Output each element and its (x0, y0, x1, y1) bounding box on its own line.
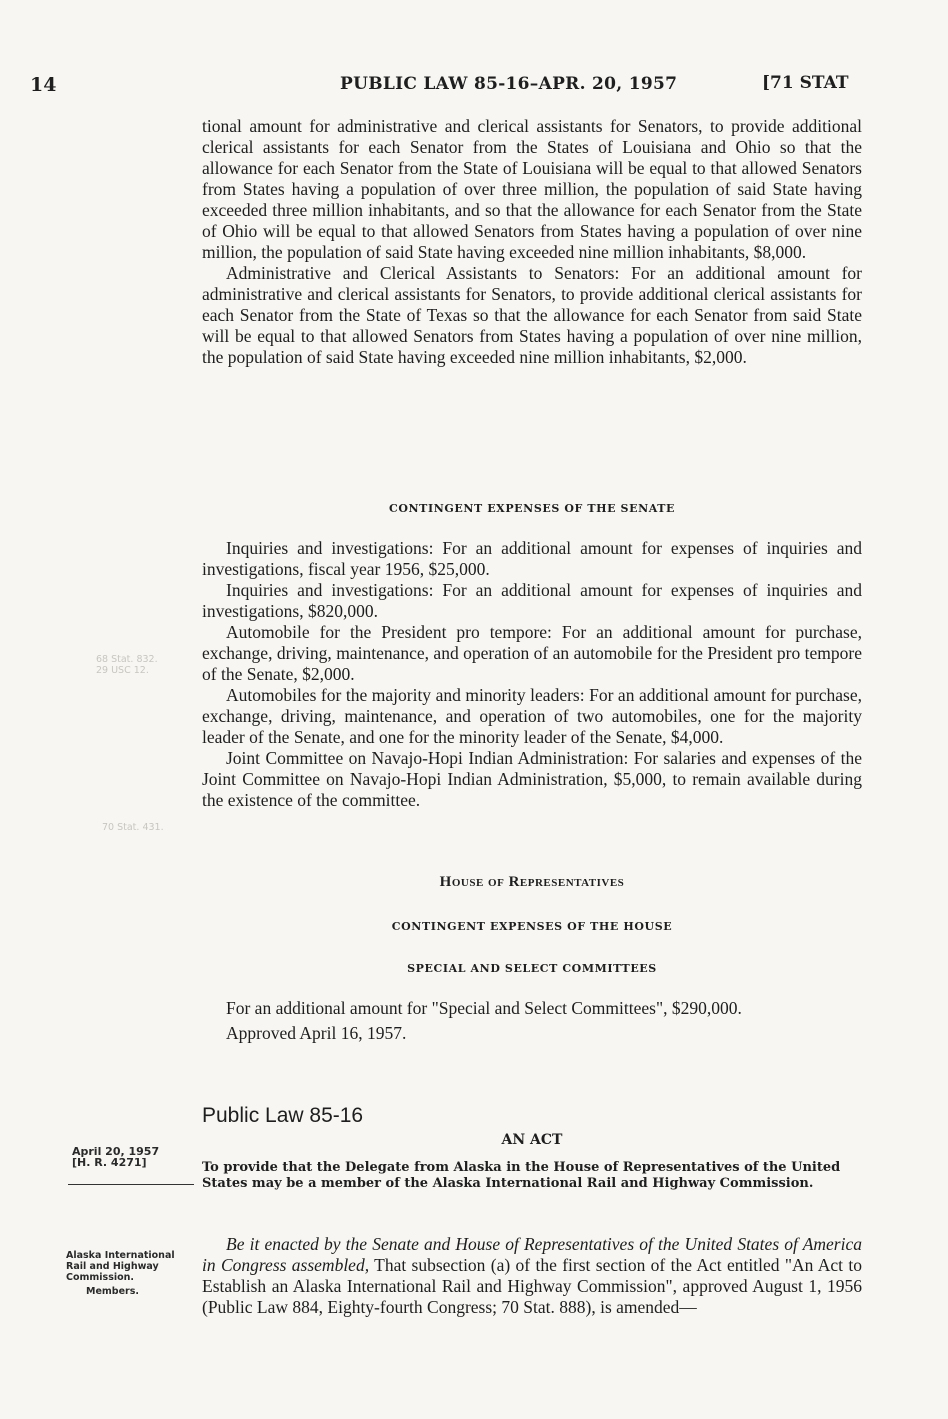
margin-members-note: Members. (86, 1286, 139, 1297)
paragraph: Administrative and Clerical Assistants to Senators: For an additional amount for administrative and clerical assistants for Senators, to provide additional clerical assistants for each Senator from the State of Texas so that the allowance for each Senator from said State will be equal to that allowed Senators from States having a population of over nine million, the population of said State having exceeded nine million inhabitants, $2,000. (202, 263, 862, 367)
paragraph: Inquiries and investigations: For an additional amount for expenses of inquiries and investigations, $820,000. (202, 580, 862, 621)
enacting-section (202, 1234, 862, 1318)
act-heading: AN ACT (501, 1132, 563, 1148)
enacting-formula: Be it enacted by the Senate and House of Representatives of the United States of America in Congress assembled, (202, 1234, 862, 1275)
house-section (202, 998, 862, 1044)
senate-contingent-section (202, 538, 862, 811)
paragraph: For an additional amount for "Special and Select Committees", $290,000. (226, 998, 742, 1018)
margin-subject-note: Alaska International Rail and Highway Commission. (66, 1250, 175, 1283)
paragraph: Inquiries and investigations: For an additional amount for expenses of inquiries and investigations, fiscal year 1956, $25,000. (202, 538, 862, 579)
public-law-title: Public Law 85-16 (202, 1104, 364, 1127)
paragraph: Joint Committee on Navajo-Hopi Indian Administration: For salaries and expenses of the Joint Committee on Navajo-Hopi Indian Administration, $5,000, to remain available during the existence of the committee. (202, 748, 862, 810)
statute-reference: [71 STAT (762, 73, 849, 93)
section-heading: CONTINGENT EXPENSES OF THE HOUSE (391, 920, 673, 933)
enacting-clause (202, 1234, 862, 1318)
senate-admin-section (202, 116, 862, 368)
act-description: To provide that the Delegate from Alaska in the House of Representatives of the United States may be a member of the Alaska International Rail and Highway Commission. (202, 1160, 841, 1191)
page-header (0, 74, 948, 102)
page-number: 14 (30, 74, 57, 96)
running-head: PUBLIC LAW 85-16–APR. 20, 1957 (340, 74, 678, 94)
section-heading: SPECIAL AND SELECT COMMITTEES (407, 962, 657, 975)
margin-date-note: April 20, 1957 [H. R. 4271] (72, 1145, 160, 1169)
margin-citation: 70 Stat. 431. (102, 822, 164, 833)
margin-rule (68, 1184, 194, 1185)
enacting-text: That subsection (a) of the first section of the Act entitled "An Act to Establish an Alaska International Rail and Highway Commission", approved August 1, 1956 (Public Law 884, Eighty-fourth Congress; 70 Stat. 888), is amended— (202, 1255, 862, 1317)
paragraph: Automobiles for the majority and minority leaders: For an additional amount for purchase, exchange, driving, maintenance, and operation of two automobiles, one for the majority leader of the Senate, and one for the minority leader of the Senate, $4,000. (202, 685, 862, 747)
section-heading: CONTINGENT EXPENSES OF THE SENATE (388, 502, 676, 515)
approval-line: Approved April 16, 1957. (226, 1023, 407, 1043)
paragraph: Automobile for the President pro tempore: For an additional amount for purchase, exchange, driving, maintenance, and operation of an automobile for the President pro tempore of the Senate, $2,000. (202, 622, 862, 684)
margin-citation: 68 Stat. 832. 29 USC 12. (96, 654, 158, 676)
house-heading: House of Representatives (439, 874, 625, 890)
paragraph: tional amount for administrative and clerical assistants for Senators, to provide additional clerical assistants for each Senator from the States of Louisiana and Ohio so that the allowance for each Senator from the State of Louisiana will be equal to that allowed Senators from States having a population of over three million, the population of said State having exceeded three million inhabitants, and so that the allowance for each Senator from the State of Ohio will be equal to that allowed Senators from States having a population of over nine million, the population of said State having exceeded nine million inhabitants, $8,000. (202, 116, 862, 262)
